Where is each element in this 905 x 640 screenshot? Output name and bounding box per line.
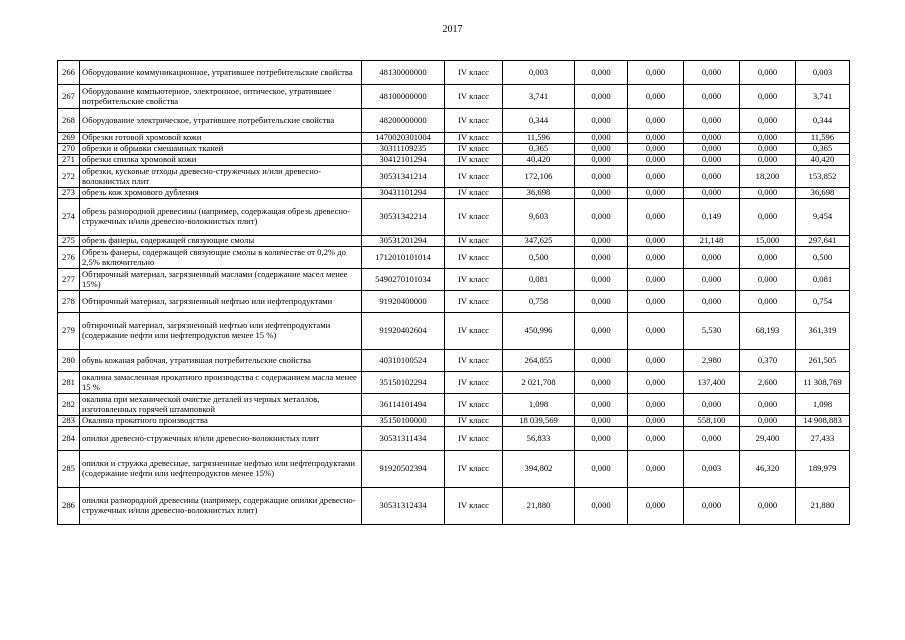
value-cell: 0,000 [628,199,684,236]
fkko-code-cell: 48200000000 [362,109,445,133]
hazard-class-cell: IV класс [445,394,503,416]
value-cell: 0,500 [503,247,575,269]
table-row [58,427,850,451]
value-cell: 0,000 [740,109,796,133]
value-cell: 261,505 [796,350,850,372]
value-cell: 9,603 [503,199,575,236]
value-cell: 0,003 [503,61,575,85]
fkko-code-cell: 5490270101034 [362,269,445,291]
row-number-cell: 278 [58,291,80,313]
waste-name-cell: окалина замасленная прокатного производства с содержанием масла менее 15 % [80,372,362,394]
value-cell: 0,000 [628,61,684,85]
hazard-class-cell: IV класс [445,350,503,372]
value-cell: 0,000 [684,188,740,199]
hazard-class-cell: IV класс [445,155,503,166]
value-cell: 56,833 [503,427,575,451]
value-cell: 29,400 [740,427,796,451]
value-cell: 0,000 [628,394,684,416]
value-cell: 21,880 [503,488,575,525]
value-cell: 264,855 [503,350,575,372]
fkko-code-cell: 36114101494 [362,394,445,416]
fkko-code-cell: 1712010101014 [362,247,445,269]
value-cell: 5,530 [684,313,740,350]
table-row [58,269,850,291]
value-cell: 0,000 [684,247,740,269]
fkko-code-cell: 1470020301004 [362,133,445,144]
value-cell: 11,596 [796,133,850,144]
waste-name-cell: опилки разнородной древесины (например, содержащие опилки древесно-стружечных и/или древесно-волокнистых плит) [80,488,362,525]
value-cell: 1,098 [503,394,575,416]
waste-name-cell: обрезки, кусковые отходы древесно-стружечных и/или древесно-волокнистых плит [80,166,362,188]
value-cell: 0,000 [740,85,796,109]
value-cell: 0,000 [740,133,796,144]
waste-name-cell: обтирочный материал, загрязненный нефтью или нефтепродуктами (содержание нефти или нефтепродуктов менее 15 %) [80,313,362,350]
value-cell: 0,000 [740,144,796,155]
hazard-class-cell: IV класс [445,61,503,85]
waste-name-cell: обрезь фанеры, содержащей связующие смолы [80,236,362,247]
value-cell: 0,081 [503,269,575,291]
fkko-code-cell: 48130000000 [362,61,445,85]
value-cell: 0,344 [796,109,850,133]
value-cell: 0,003 [684,451,740,488]
value-cell: 347,625 [503,236,575,247]
waste-name-cell: опилки и стружка древесные, загрязненные нефтью или нефтепродуктами (содержание нефти или нефтепродуктов менее 15%) [80,451,362,488]
value-cell: 0,000 [684,155,740,166]
value-cell: 0,000 [684,166,740,188]
table-row [58,188,850,199]
waste-name-cell: обувь кожаная рабочая, утратившая потребительские свойства [80,350,362,372]
fkko-code-cell: 30531312434 [362,488,445,525]
value-cell: 21,148 [684,236,740,247]
fkko-code-cell: 30531201294 [362,236,445,247]
row-number-cell: 276 [58,247,80,269]
waste-name-cell: Оборудование электрическое, утратившее потребительские свойства [80,109,362,133]
value-cell: 0,758 [503,291,575,313]
value-cell: 11,596 [503,133,575,144]
value-cell: 0,000 [575,144,628,155]
hazard-class-cell: IV класс [445,236,503,247]
fkko-code-cell: 30431101294 [362,188,445,199]
value-cell: 0,000 [628,166,684,188]
fkko-code-cell: 35150102294 [362,372,445,394]
hazard-class-cell: IV класс [445,269,503,291]
value-cell: 2,980 [684,350,740,372]
page-number: 2017 [442,24,463,35]
table-row [58,350,850,372]
value-cell: 0,000 [628,427,684,451]
fkko-code-cell: 48100000000 [362,85,445,109]
value-cell: 172,106 [503,166,575,188]
value-cell: 18,200 [740,166,796,188]
row-number-cell: 285 [58,451,80,488]
value-cell: 0,000 [628,451,684,488]
hazard-class-cell: IV класс [445,427,503,451]
row-number-cell: 286 [58,488,80,525]
value-cell: 0,000 [628,236,684,247]
waste-name-cell: Окалина прокатного производства [80,416,362,427]
value-cell: 0,000 [740,416,796,427]
row-number-cell: 268 [58,109,80,133]
value-cell: 0,000 [575,236,628,247]
value-cell: 11 308,769 [796,372,850,394]
fkko-code-cell: 91920402604 [362,313,445,350]
row-number-cell: 266 [58,61,80,85]
value-cell: 0,000 [575,451,628,488]
value-cell: 0,003 [796,61,850,85]
value-cell: 0,000 [628,109,684,133]
value-cell: 0,000 [628,144,684,155]
table-row [58,291,850,313]
hazard-class-cell: IV класс [445,451,503,488]
hazard-class-cell: IV класс [445,85,503,109]
value-cell: 0,000 [575,247,628,269]
row-number-cell: 284 [58,427,80,451]
row-number-cell: 273 [58,188,80,199]
value-cell: 3,741 [503,85,575,109]
fkko-code-cell: 30531311434 [362,427,445,451]
fkko-code-cell: 91920502394 [362,451,445,488]
fkko-code-cell: 91920400000 [362,291,445,313]
value-cell: 0,000 [628,416,684,427]
table-row [58,144,850,155]
row-number-cell: 274 [58,199,80,236]
table-row [58,394,850,416]
value-cell: 21,880 [796,488,850,525]
fkko-code-cell: 30412101294 [362,155,445,166]
value-cell: 0,344 [503,109,575,133]
waste-name-cell: обрезки и обрывки смешанных тканей [80,144,362,155]
hazard-class-cell: IV класс [445,416,503,427]
value-cell: 46,320 [740,451,796,488]
value-cell: 0,000 [684,85,740,109]
value-cell: 2,600 [740,372,796,394]
row-number-cell: 269 [58,133,80,144]
value-cell: 0,000 [575,350,628,372]
value-cell: 0,000 [684,144,740,155]
value-cell: 0,365 [503,144,575,155]
value-cell: 0,000 [740,394,796,416]
row-number-cell: 267 [58,85,80,109]
waste-name-cell: опилки древесно-стружечных и/или древесно-волокнистых плит [80,427,362,451]
value-cell: 0,000 [684,269,740,291]
fkko-code-cell: 35150100000 [362,416,445,427]
value-cell: 0,365 [796,144,850,155]
table-row [58,416,850,427]
fkko-code-cell: 40310100524 [362,350,445,372]
value-cell: 0,000 [684,427,740,451]
table-row [58,488,850,525]
value-cell: 0,000 [740,199,796,236]
value-cell: 0,000 [575,85,628,109]
value-cell: 0,000 [628,350,684,372]
value-cell: 15,000 [740,236,796,247]
value-cell: 558,100 [684,416,740,427]
value-cell: 0,000 [684,394,740,416]
value-cell: 0,000 [740,291,796,313]
hazard-class-cell: IV класс [445,488,503,525]
value-cell: 14 908,883 [796,416,850,427]
table-row [58,313,850,350]
waste-name-cell: Обтирочный материал, загрязненный нефтью или нефтепродуктами [80,291,362,313]
value-cell: 0,000 [575,155,628,166]
value-cell: 0,000 [740,247,796,269]
value-cell: 40,420 [503,155,575,166]
value-cell: 0,000 [628,269,684,291]
value-cell: 0,000 [575,372,628,394]
value-cell: 0,000 [575,488,628,525]
value-cell: 0,000 [575,61,628,85]
value-cell: 40,420 [796,155,850,166]
waste-name-cell: Обтирочный материал, загрязненный маслами (содержание масел менее 15%) [80,269,362,291]
value-cell: 0,000 [628,85,684,109]
value-cell: 0,000 [628,488,684,525]
value-cell: 0,000 [575,427,628,451]
value-cell: 0,500 [796,247,850,269]
value-cell: 0,000 [684,488,740,525]
table-row [58,199,850,236]
table-row [58,236,850,247]
row-number-cell: 272 [58,166,80,188]
value-cell: 0,000 [575,416,628,427]
value-cell: 0,000 [684,291,740,313]
hazard-class-cell: IV класс [445,291,503,313]
value-cell: 0,000 [575,109,628,133]
row-number-cell: 275 [58,236,80,247]
value-cell: 137,400 [684,372,740,394]
value-cell: 0,000 [575,269,628,291]
value-cell: 0,149 [684,199,740,236]
value-cell: 0,000 [628,372,684,394]
hazard-class-cell: IV класс [445,133,503,144]
value-cell: 0,000 [628,188,684,199]
value-cell: 36,698 [796,188,850,199]
value-cell: 0,000 [684,61,740,85]
value-cell: 0,000 [575,394,628,416]
fkko-code-cell: 30531342214 [362,199,445,236]
row-number-cell: 279 [58,313,80,350]
value-cell: 0,000 [740,188,796,199]
value-cell: 0,000 [628,247,684,269]
hazard-class-cell: IV класс [445,199,503,236]
value-cell: 3,741 [796,85,850,109]
table-row [58,247,850,269]
value-cell: 18 039,569 [503,416,575,427]
value-cell: 0,000 [684,109,740,133]
value-cell: 1,098 [796,394,850,416]
value-cell: 2 021,708 [503,372,575,394]
value-cell: 27,433 [796,427,850,451]
value-cell: 0,000 [575,291,628,313]
waste-name-cell: обрезь кож хромового дубления [80,188,362,199]
row-number-cell: 283 [58,416,80,427]
waste-table [57,60,850,525]
value-cell: 0,000 [575,199,628,236]
hazard-class-cell: IV класс [445,372,503,394]
hazard-class-cell: IV класс [445,144,503,155]
waste-name-cell: Обрезь фанеры, содержащей связующие смолы в количестве от 0,2% до 2,5% включительно [80,247,362,269]
value-cell: 0,000 [575,313,628,350]
hazard-class-cell: IV класс [445,188,503,199]
value-cell: 0,000 [740,269,796,291]
value-cell: 0,081 [796,269,850,291]
value-cell: 0,000 [740,61,796,85]
value-cell: 153,852 [796,166,850,188]
waste-name-cell: обрезь разнородной древесины (например, содержащая обрезь древесно-стружечных и/или древесно-волокнистых плит) [80,199,362,236]
value-cell: 297,641 [796,236,850,247]
value-cell: 0,000 [740,155,796,166]
value-cell: 36,698 [503,188,575,199]
row-number-cell: 271 [58,155,80,166]
row-number-cell: 270 [58,144,80,155]
row-number-cell: 282 [58,394,80,416]
value-cell: 0,000 [575,133,628,144]
table-row [58,85,850,109]
waste-name-cell: Оборудование компьютерное, электронное, оптическое, утратившее потребительские свойства [80,85,362,109]
value-cell: 9,454 [796,199,850,236]
row-number-cell: 277 [58,269,80,291]
table-row [58,166,850,188]
table-row [58,61,850,85]
value-cell: 0,000 [628,313,684,350]
value-cell: 189,979 [796,451,850,488]
value-cell: 394,802 [503,451,575,488]
value-cell: 0,000 [628,155,684,166]
hazard-class-cell: IV класс [445,247,503,269]
value-cell: 0,000 [740,488,796,525]
table-row [58,155,850,166]
table-row [58,109,850,133]
waste-name-cell: окалина при механической очистке деталей из черных металлов, изготовленных горячей штамповкой [80,394,362,416]
row-number-cell: 280 [58,350,80,372]
hazard-class-cell: IV класс [445,313,503,350]
value-cell: 450,996 [503,313,575,350]
table-row [58,451,850,488]
value-cell: 0,000 [628,291,684,313]
value-cell: 361,319 [796,313,850,350]
value-cell: 0,000 [575,166,628,188]
row-number-cell: 281 [58,372,80,394]
value-cell: 0,370 [740,350,796,372]
table-row [58,133,850,144]
value-cell: 0,000 [628,133,684,144]
waste-name-cell: Обрезки готовой хромовой кожи [80,133,362,144]
fkko-code-cell: 30311109235 [362,144,445,155]
waste-name-cell: Оборудование коммуникационное, утратившее потребительские свойства [80,61,362,85]
waste-name-cell: обрезки спилка хромовой кожи [80,155,362,166]
value-cell: 0,000 [684,133,740,144]
table-row [58,372,850,394]
fkko-code-cell: 30531341214 [362,166,445,188]
value-cell: 0,000 [575,188,628,199]
value-cell: 0,754 [796,291,850,313]
hazard-class-cell: IV класс [445,166,503,188]
value-cell: 68,193 [740,313,796,350]
hazard-class-cell: IV класс [445,109,503,133]
